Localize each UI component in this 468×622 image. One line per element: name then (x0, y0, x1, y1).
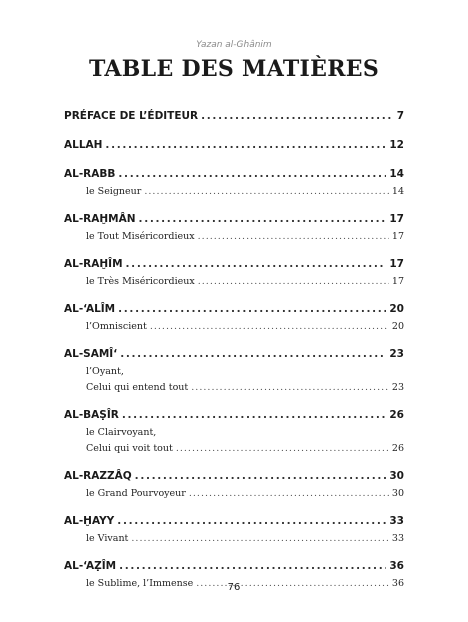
dot-leader (144, 184, 389, 200)
toc-subtitle-line: l’Oyant, (86, 366, 124, 377)
toc-subtitle-row[interactable] (64, 380, 404, 396)
toc-heading-page: 36 (389, 560, 404, 572)
dot-leader (198, 274, 389, 290)
toc-heading-page: 12 (389, 139, 404, 151)
dot-leader (120, 344, 386, 364)
toc-heading-page: 17 (389, 213, 404, 225)
toc-entry (64, 511, 404, 547)
toc-subtitle-page: 26 (391, 443, 404, 454)
toc-subtitle-label: l’Omniscient (86, 321, 147, 332)
toc-subtitle-page: 23 (391, 382, 404, 393)
toc-heading-row[interactable] (64, 511, 404, 531)
toc-subtitle-label: Celui qui entend tout (86, 382, 189, 393)
toc-heading-row[interactable] (64, 466, 404, 486)
dot-leader (150, 319, 389, 335)
toc-heading-page: 20 (389, 303, 404, 315)
toc-subtitle-page: 36 (391, 578, 404, 589)
dot-leader (118, 299, 386, 319)
toc-subtitle-page: 14 (391, 186, 404, 197)
toc-subtitle-page: 20 (391, 321, 404, 332)
toc-heading-page: 33 (389, 515, 404, 527)
toc-heading-row[interactable] (64, 209, 404, 229)
dot-leader (117, 511, 386, 531)
toc-heading-label: PRÉFACE DE L’ÉDITEUR (64, 110, 199, 122)
toc-subtitle-row[interactable] (64, 441, 404, 457)
dot-leader (118, 164, 386, 184)
toc-subtitle-label: le Vivant (86, 533, 129, 544)
toc-entry (64, 405, 404, 457)
toc-heading-page: 7 (396, 110, 404, 122)
toc-subtitle-label: le Très Miséricordieux (86, 276, 195, 287)
toc-subtitle-row[interactable] (64, 184, 404, 200)
dot-leader (135, 466, 387, 486)
running-head: Yazan al-Ghânim (196, 40, 272, 50)
toc-subtitle-row[interactable] (64, 229, 404, 245)
toc-subtitle-label: le Sublime, l’Immense (86, 578, 194, 589)
toc-heading-label: AL-RABB (64, 168, 116, 180)
toc-heading-label: AL-‘AẒÎM (64, 560, 117, 572)
toc-subtitle-label: le Seigneur (86, 186, 142, 197)
toc-heading-page: 14 (389, 168, 404, 180)
toc-heading-label: AL-ḪAYY (64, 515, 115, 527)
page-title: TABLE DES MATIÈRES (88, 56, 380, 82)
toc-heading-page: 26 (389, 409, 404, 421)
toc-subtitle-line: le Clairvoyant, (86, 427, 157, 438)
toc-heading-row[interactable] (64, 254, 404, 274)
toc-heading-row[interactable] (64, 299, 404, 319)
dot-leader (119, 556, 386, 576)
toc-entry (64, 164, 404, 200)
toc-entry (64, 106, 404, 126)
toc-heading-page: 17 (389, 258, 404, 270)
toc-subtitle-row[interactable] (64, 319, 404, 335)
toc-subtitle-page: 17 (391, 276, 404, 287)
toc-heading-row[interactable] (64, 556, 404, 576)
toc-heading-row[interactable] (64, 405, 404, 425)
dot-leader (201, 106, 394, 126)
toc-entry (64, 299, 404, 335)
toc-entry (64, 344, 404, 396)
toc-subtitle-row[interactable] (64, 486, 404, 502)
toc-subtitle-label: le Tout Miséricordieux (86, 231, 195, 242)
toc-subtitle-page: 33 (391, 533, 404, 544)
toc-heading-label: AL-RAḪÎM (64, 258, 123, 270)
toc-heading-row[interactable] (64, 135, 404, 155)
toc-heading-row[interactable] (64, 164, 404, 184)
toc-subtitle-label: Celui qui voit tout (86, 443, 173, 454)
toc-entry (64, 254, 404, 290)
dot-leader (198, 229, 389, 245)
toc-heading-page: 30 (389, 470, 404, 482)
dot-leader (131, 531, 389, 547)
dot-leader (126, 254, 387, 274)
toc-heading-label: AL-SAMÎ‘ (64, 348, 118, 360)
toc-subtitle-row[interactable] (64, 531, 404, 547)
dot-leader (139, 209, 387, 229)
dot-leader (189, 486, 389, 502)
toc-heading-row[interactable] (64, 106, 404, 126)
toc-heading-page: 23 (389, 348, 404, 360)
toc-heading-label: AL-BAṢÎR (64, 409, 119, 421)
toc-heading-label: ALLAH (64, 139, 103, 151)
toc-subtitle-row[interactable] (64, 274, 404, 290)
toc-entry (64, 209, 404, 245)
toc-entry (64, 466, 404, 502)
dot-leader (122, 405, 387, 425)
toc-entry (64, 135, 404, 155)
dot-leader (191, 380, 389, 396)
toc-heading-label: AL-RAḪMÂN (64, 213, 136, 225)
toc-subtitle-label: le Grand Pourvoyeur (86, 488, 186, 499)
toc-heading-label: AL-RAZZÂQ (64, 470, 132, 482)
toc-subtitle-page: 17 (391, 231, 404, 242)
page-number: 76 (227, 582, 241, 593)
toc-heading-label: AL-‘ALÎM (64, 303, 116, 315)
toc-heading-row[interactable] (64, 344, 404, 364)
table-of-contents (64, 106, 404, 601)
dot-leader (176, 441, 389, 457)
dot-leader (105, 135, 386, 155)
toc-subtitle-page: 30 (391, 488, 404, 499)
